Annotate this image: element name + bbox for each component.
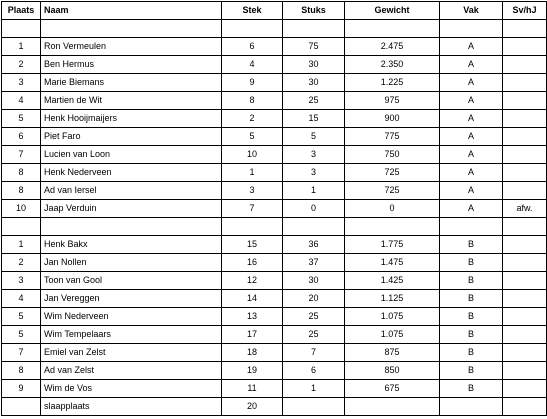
- spacer-row: [2, 218, 547, 236]
- header-svhj: Sv/hJ: [503, 2, 547, 20]
- cell-svhj: [503, 398, 547, 416]
- cell-svhj: [503, 344, 547, 362]
- cell-svhj: [503, 326, 547, 344]
- cell-vak: A: [440, 182, 503, 200]
- cell-stek: 7: [222, 200, 283, 218]
- header-vak: Vak: [440, 2, 503, 20]
- cell-gewicht: 900: [345, 110, 440, 128]
- table-row: [2, 128, 547, 146]
- cell-plaats: 4: [2, 290, 41, 308]
- cell-naam: Henk Hooijmaijers: [41, 110, 222, 128]
- cell-svhj: [503, 110, 547, 128]
- cell-plaats: 1: [2, 236, 41, 254]
- empty-cell: [283, 218, 345, 236]
- cell-gewicht: 1.775: [345, 236, 440, 254]
- cell-svhj: [503, 308, 547, 326]
- cell-stek: 19: [222, 362, 283, 380]
- cell-plaats: 8: [2, 164, 41, 182]
- cell-stuks: 25: [283, 308, 345, 326]
- empty-cell: [2, 218, 41, 236]
- cell-stuks: 0: [283, 200, 345, 218]
- cell-gewicht: 1.475: [345, 254, 440, 272]
- cell-gewicht: 675: [345, 380, 440, 398]
- cell-naam: Jan Nollen: [41, 254, 222, 272]
- cell-stek: 11: [222, 380, 283, 398]
- cell-stek: 17: [222, 326, 283, 344]
- table-row: [2, 200, 547, 218]
- empty-cell: [41, 20, 222, 38]
- cell-stek: 12: [222, 272, 283, 290]
- table-row: [2, 164, 547, 182]
- cell-stek: 5: [222, 128, 283, 146]
- table-row: [2, 182, 547, 200]
- cell-naam: Henk Nederveen: [41, 164, 222, 182]
- cell-vak: A: [440, 74, 503, 92]
- cell-stek: 14: [222, 290, 283, 308]
- cell-naam: Ron Vermeulen: [41, 38, 222, 56]
- table-row: [2, 380, 547, 398]
- cell-svhj: [503, 272, 547, 290]
- cell-svhj: [503, 128, 547, 146]
- table-body: [2, 20, 547, 416]
- cell-vak: B: [440, 362, 503, 380]
- table-row: [2, 344, 547, 362]
- cell-stuks: 1: [283, 380, 345, 398]
- table-row: [2, 56, 547, 74]
- empty-cell: [2, 20, 41, 38]
- cell-vak: B: [440, 236, 503, 254]
- cell-stek: 4: [222, 56, 283, 74]
- header-naam: Naam: [41, 2, 222, 20]
- cell-svhj: [503, 290, 547, 308]
- cell-plaats: 4: [2, 92, 41, 110]
- cell-vak: B: [440, 254, 503, 272]
- table-row: [2, 326, 547, 344]
- cell-stek: 6: [222, 38, 283, 56]
- cell-plaats: 3: [2, 272, 41, 290]
- empty-cell: [222, 20, 283, 38]
- cell-stek: 16: [222, 254, 283, 272]
- table-row: [2, 398, 547, 416]
- cell-stuks: 25: [283, 92, 345, 110]
- cell-naam: Ben Hermus: [41, 56, 222, 74]
- cell-stuks: 6: [283, 362, 345, 380]
- cell-svhj: [503, 92, 547, 110]
- empty-cell: [345, 20, 440, 38]
- cell-vak: B: [440, 326, 503, 344]
- cell-gewicht: 1.075: [345, 308, 440, 326]
- cell-stek: 2: [222, 110, 283, 128]
- cell-naam: Ad van Iersel: [41, 182, 222, 200]
- cell-svhj: [503, 362, 547, 380]
- table-row: [2, 236, 547, 254]
- cell-plaats: 8: [2, 182, 41, 200]
- table-row: [2, 92, 547, 110]
- cell-vak: A: [440, 56, 503, 74]
- cell-stuks: 75: [283, 38, 345, 56]
- cell-stek: 15: [222, 236, 283, 254]
- header-stek: Stek: [222, 2, 283, 20]
- cell-plaats: 9: [2, 380, 41, 398]
- empty-cell: [345, 218, 440, 236]
- cell-gewicht: 875: [345, 344, 440, 362]
- cell-vak: A: [440, 146, 503, 164]
- cell-gewicht: 1.125: [345, 290, 440, 308]
- cell-plaats: 6: [2, 128, 41, 146]
- cell-plaats: 8: [2, 362, 41, 380]
- table-row: [2, 74, 547, 92]
- cell-naam: Martien de Wit: [41, 92, 222, 110]
- cell-vak: A: [440, 128, 503, 146]
- cell-vak: B: [440, 290, 503, 308]
- cell-vak: A: [440, 38, 503, 56]
- cell-plaats: 5: [2, 326, 41, 344]
- empty-cell: [503, 20, 547, 38]
- cell-naam: Jaap Verduin: [41, 200, 222, 218]
- cell-naam: Henk Bakx: [41, 236, 222, 254]
- cell-naam: Wim Nederveen: [41, 308, 222, 326]
- cell-naam: Marie Biemans: [41, 74, 222, 92]
- header-plaats: Plaats: [2, 2, 41, 20]
- table-row: [2, 308, 547, 326]
- cell-svhj: [503, 254, 547, 272]
- cell-vak: A: [440, 200, 503, 218]
- header-gewicht: Gewicht: [345, 2, 440, 20]
- cell-vak: B: [440, 344, 503, 362]
- cell-naam: Wim Tempelaars: [41, 326, 222, 344]
- cell-gewicht: 1.075: [345, 326, 440, 344]
- cell-svhj: [503, 380, 547, 398]
- cell-gewicht: [345, 398, 440, 416]
- cell-stuks: 7: [283, 344, 345, 362]
- cell-gewicht: 850: [345, 362, 440, 380]
- empty-cell: [503, 218, 547, 236]
- table-row: [2, 38, 547, 56]
- cell-stuks: 20: [283, 290, 345, 308]
- cell-naam: Ad van Zelst: [41, 362, 222, 380]
- cell-vak: B: [440, 272, 503, 290]
- cell-svhj: afw.: [503, 200, 547, 218]
- cell-vak: [440, 398, 503, 416]
- empty-cell: [440, 218, 503, 236]
- cell-svhj: [503, 38, 547, 56]
- results-table: [1, 1, 547, 416]
- cell-stek: 3: [222, 182, 283, 200]
- cell-plaats: 1: [2, 38, 41, 56]
- cell-stuks: [283, 398, 345, 416]
- cell-naam: Piet Faro: [41, 128, 222, 146]
- cell-plaats: 10: [2, 200, 41, 218]
- cell-svhj: [503, 236, 547, 254]
- cell-gewicht: 750: [345, 146, 440, 164]
- cell-vak: A: [440, 164, 503, 182]
- cell-naam: Toon van Gool: [41, 272, 222, 290]
- cell-gewicht: 725: [345, 164, 440, 182]
- cell-stuks: 15: [283, 110, 345, 128]
- cell-vak: A: [440, 92, 503, 110]
- cell-gewicht: 1.225: [345, 74, 440, 92]
- cell-stuks: 3: [283, 164, 345, 182]
- cell-stuks: 30: [283, 272, 345, 290]
- cell-plaats: 7: [2, 344, 41, 362]
- cell-gewicht: 2.475: [345, 38, 440, 56]
- cell-gewicht: 975: [345, 92, 440, 110]
- cell-plaats: 5: [2, 110, 41, 128]
- cell-stuks: 30: [283, 56, 345, 74]
- cell-gewicht: 775: [345, 128, 440, 146]
- cell-stek: 18: [222, 344, 283, 362]
- cell-gewicht: 0: [345, 200, 440, 218]
- empty-cell: [283, 20, 345, 38]
- header-stuks: Stuks: [283, 2, 345, 20]
- cell-svhj: [503, 182, 547, 200]
- table-row: [2, 146, 547, 164]
- cell-gewicht: 1.425: [345, 272, 440, 290]
- cell-vak: B: [440, 380, 503, 398]
- cell-svhj: [503, 146, 547, 164]
- cell-plaats: 2: [2, 254, 41, 272]
- table-row: [2, 272, 547, 290]
- cell-vak: A: [440, 110, 503, 128]
- table-row: [2, 290, 547, 308]
- cell-naam: Lucien van Loon: [41, 146, 222, 164]
- empty-cell: [222, 218, 283, 236]
- table-row: [2, 254, 547, 272]
- table-row: [2, 110, 547, 128]
- cell-svhj: [503, 74, 547, 92]
- cell-stek: 20: [222, 398, 283, 416]
- spacer-row: [2, 20, 547, 38]
- cell-stek: 10: [222, 146, 283, 164]
- cell-stek: 1: [222, 164, 283, 182]
- cell-plaats: 7: [2, 146, 41, 164]
- cell-stek: 8: [222, 92, 283, 110]
- cell-svhj: [503, 164, 547, 182]
- cell-naam: Jan Vereggen: [41, 290, 222, 308]
- cell-stek: 9: [222, 74, 283, 92]
- cell-naam: slaapplaats: [41, 398, 222, 416]
- empty-cell: [440, 20, 503, 38]
- cell-stuks: 30: [283, 74, 345, 92]
- cell-svhj: [503, 56, 547, 74]
- cell-plaats: 2: [2, 56, 41, 74]
- cell-stuks: 25: [283, 326, 345, 344]
- cell-plaats: 3: [2, 74, 41, 92]
- table-row: [2, 362, 547, 380]
- empty-cell: [41, 218, 222, 236]
- cell-stuks: 37: [283, 254, 345, 272]
- cell-stuks: 36: [283, 236, 345, 254]
- cell-plaats: 5: [2, 308, 41, 326]
- cell-stuks: 1: [283, 182, 345, 200]
- cell-stuks: 5: [283, 128, 345, 146]
- cell-naam: Wim de Vos: [41, 380, 222, 398]
- cell-plaats: [2, 398, 41, 416]
- cell-stuks: 3: [283, 146, 345, 164]
- cell-naam: Emiel van Zelst: [41, 344, 222, 362]
- cell-gewicht: 2.350: [345, 56, 440, 74]
- header-row: [2, 2, 547, 20]
- cell-stek: 13: [222, 308, 283, 326]
- cell-gewicht: 725: [345, 182, 440, 200]
- cell-vak: B: [440, 308, 503, 326]
